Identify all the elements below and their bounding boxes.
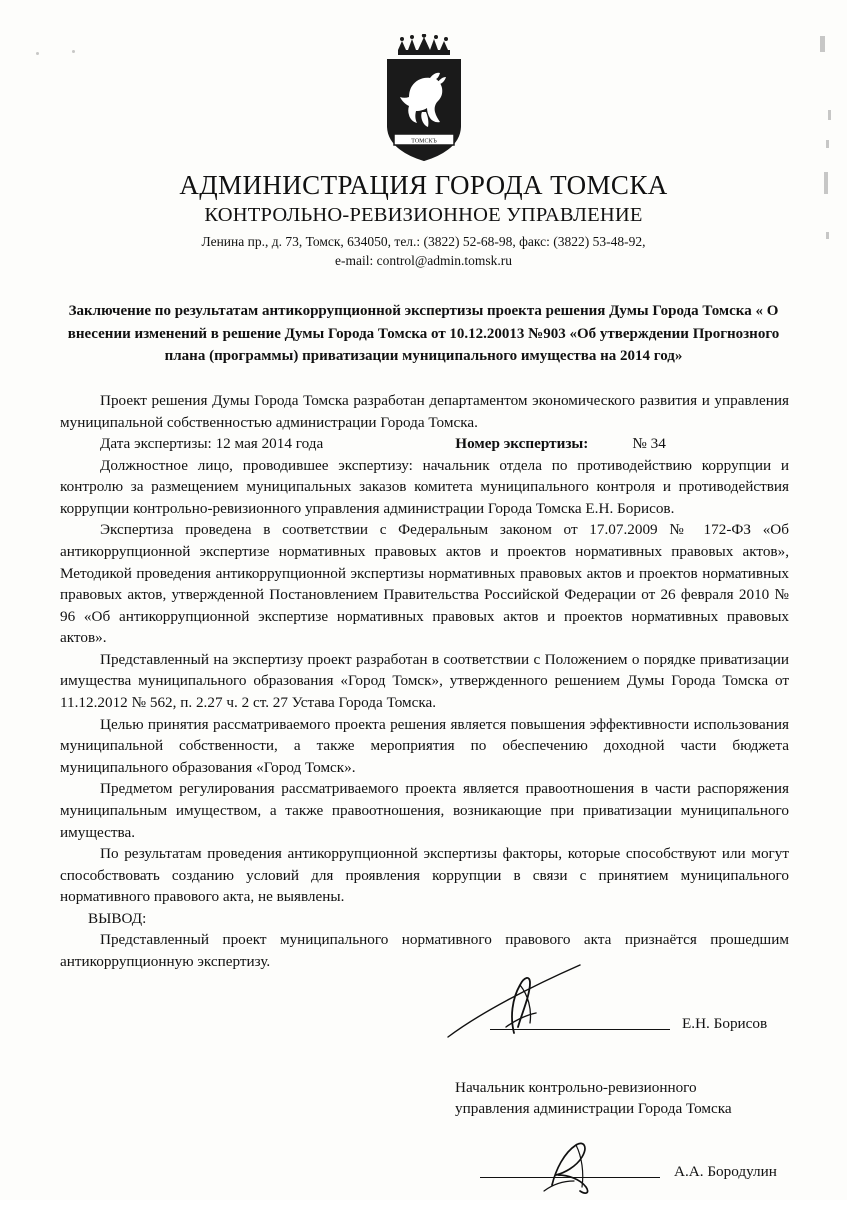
- paragraph-purpose: Целью принятия рассматриваемого проекта решения является повышения эффективности использования муниципальной собственности, а также мероприятия по обеспечению доходной части бюджета муниципального образования «Город Томск».: [60, 715, 789, 776]
- expertise-number-value: № 34: [632, 435, 666, 453]
- signatory-name-first: Е.Н. Борисов: [682, 1014, 768, 1032]
- paragraph-subject: Предметом регулирования рассматриваемого проекта является правоотношения в части распоряжения муниципальным имуществом, а также правоотношения, возникающие при приватизации муниципального имущества.: [60, 780, 789, 841]
- contact-address: Ленина пр., д. 73, Томск, 634050, тел.: (3822) 52-68-98, факс: (3822) 53-48-92,: [201, 234, 646, 249]
- paragraph-intro: Проект решения Думы Города Томска разработан департаментом экономического развития и управления муниципальной собственностью администрации Города Томска.: [60, 391, 789, 431]
- coat-of-arms-icon: [368, 34, 480, 162]
- expertise-number-label: Номер экспертизы:: [455, 435, 589, 453]
- signature-block-second: [60, 1139, 789, 1209]
- contact-email: e-mail: control@admin.tomsk.ru: [334, 253, 513, 269]
- signature-area: [60, 985, 789, 1209]
- signatory-name-second: А.А. Бородулин: [674, 1163, 777, 1181]
- paragraph-compliance: Представленный на экспертизу проект разработан в соответствии с Положением о порядке приватизации имущества муниципального образования «Город Томск», утвержденного решением Думы Города Томска от 11.12.2012 № 562, п. 2.27 ч. 2 ст. 27 Устава Города Томска.: [60, 650, 789, 712]
- position-line-1: Начальник контрольно-ревизионного: [455, 1078, 697, 1096]
- signature-rule: [490, 1029, 670, 1030]
- document-body: [60, 390, 789, 973]
- paragraph-legal-basis: Экспертиза проведена в соответствии с Федеральным законом от 17.07.2009 № 172-ФЗ «Об антикоррупционной экспертизе нормативных правовых актов и проектов нормативных правовых актов», Методикой проведения антикоррупционной экспертизы нормативных правовых актов и проектов нормативных правовых актов, утвержденной Постановлением Правительства Российской Федерации от 26 февраля 2010 № 96 «Об антикоррупционной экспертизе нормативных правовых актов и проектов нормативных правовых актов».: [60, 521, 789, 647]
- position-line-2: управления администрации Города Томска: [455, 1099, 732, 1117]
- expertise-date: Дата экспертизы: 12 мая 2014 года: [100, 435, 324, 453]
- handwritten-signature-icon: [530, 1135, 690, 1201]
- emblem-container: [0, 0, 847, 162]
- paragraph-official: Должностное лицо, проводившее экспертизу: начальник отдела по противодействию коррупции и контролю за размещением муниципальных заказов комитета муниципального контроля и противодействия коррупции контрольно-ревизионного управления администрации Города Томска Е.Н. Борисов.: [60, 456, 789, 517]
- signature-rule: [480, 1177, 660, 1178]
- svg-text:ТОМСКЪ: ТОМСКЪ: [410, 138, 437, 145]
- document-title: Заключение по результатам антикоррупционной экспертизы проекта решения Думы Города Томска « О внесении изменений в решение Думы Города Томска от 10.12.20013 №903 «Об утверждении Прогнозного плана (программы) приватизации муниципального имущества на 2014 год»: [67, 303, 780, 365]
- department-title: КОНТРОЛЬНО-РЕВИЗИОННОЕ УПРАВЛЕНИЕ: [204, 204, 643, 226]
- handwritten-signature-icon: [440, 961, 700, 1043]
- paragraph-conclusion: Представленный проект муниципального нормативного правового акта признаётся прошедшим антикоррупционную экспертизу.: [60, 931, 789, 970]
- organization-title: АДМИНИСТРАЦИЯ ГОРОДА ТОМСКА: [179, 170, 668, 200]
- signature-block-first: [60, 985, 789, 1055]
- signatory-position: [455, 1077, 789, 1120]
- conclusion-label: ВЫВОД:: [88, 909, 147, 927]
- paragraph-findings: По результатам проведения антикоррупционной экспертизы факторы, которые способствуют или могут способствовать созданию условий для проявления коррупции в связи с принятием муниципального нормативного правового акта, не выявлены.: [60, 845, 789, 906]
- expertise-meta-row: [60, 433, 789, 455]
